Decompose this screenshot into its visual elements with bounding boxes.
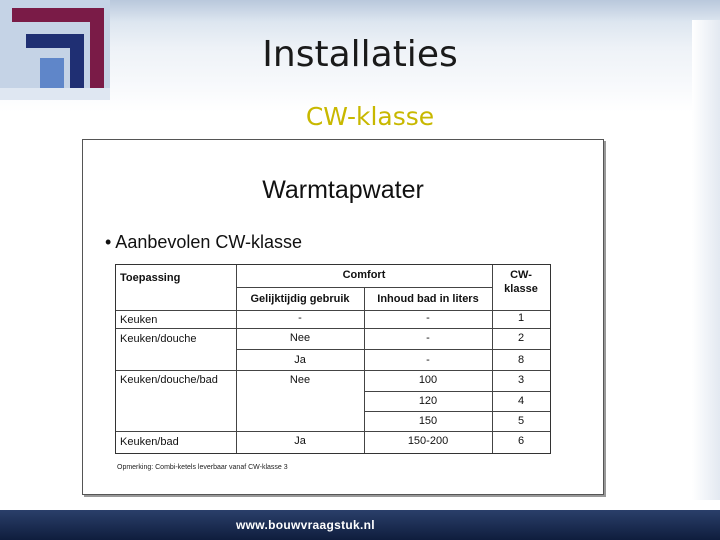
table-cell-inhoud: - xyxy=(426,354,430,366)
table-cell-klasse: 1 xyxy=(517,312,525,324)
slide-title: Installaties xyxy=(262,34,458,75)
header-inhoud: Inhoud bad in liters xyxy=(377,293,479,305)
table-cell-gelijktijdig: Ja xyxy=(294,435,306,447)
table-cell-gelijktijdig: - xyxy=(298,312,302,324)
header-gelijktijdig: Gelijktijdig gebruik xyxy=(250,293,350,305)
scanned-table-image xyxy=(82,139,604,495)
table-cell-gelijktijdig: Nee xyxy=(289,374,311,386)
header-cwklasse-line1: CW- xyxy=(510,269,532,281)
right-decoration xyxy=(692,20,720,500)
header-toepassing: Toepassing xyxy=(120,272,181,284)
footer-bar xyxy=(0,510,720,540)
table-cell-klasse: 6 xyxy=(517,435,525,447)
table-cell-toepassing: Keuken xyxy=(120,314,158,326)
table-cell-klasse: 3 xyxy=(517,374,525,386)
header-comfort: Comfort xyxy=(342,269,386,281)
image-heading: Warmtapwater xyxy=(262,176,424,204)
table-note: Opmerking: Combi-ketels leverbaar vanaf CW-klasse 3 xyxy=(117,464,288,471)
table-cell-inhoud: - xyxy=(426,332,430,344)
table-cell-inhoud: 150 xyxy=(418,415,438,427)
table-cell-inhoud: 100 xyxy=(418,374,438,386)
table-cell-inhoud: 150-200 xyxy=(407,435,449,447)
cw-klasse-table xyxy=(115,264,551,454)
footer-url: www.bouwvraagstuk.nl xyxy=(236,518,375,532)
table-cell-toepassing: Keuken/douche xyxy=(120,333,197,345)
table-cell-inhoud: 120 xyxy=(418,395,438,407)
table-cell-klasse: 5 xyxy=(517,415,525,427)
table-cell-klasse: 2 xyxy=(517,332,525,344)
image-bullet: • Aanbevolen CW-klasse xyxy=(105,232,303,252)
table-cell-toepassing: Keuken/bad xyxy=(120,436,179,448)
table-cell-klasse: 8 xyxy=(517,354,525,366)
table-cell-klasse: 4 xyxy=(517,395,525,407)
table-cell-gelijktijdig: Nee xyxy=(289,332,311,344)
table-cell-toepassing: Keuken/douche/bad xyxy=(120,374,218,386)
table-cell-gelijktijdig: Ja xyxy=(294,354,306,366)
table-cell-inhoud: - xyxy=(426,312,430,324)
slide-subtitle: CW-klasse xyxy=(305,102,435,131)
header-cwklasse-line2: klasse xyxy=(504,283,538,295)
